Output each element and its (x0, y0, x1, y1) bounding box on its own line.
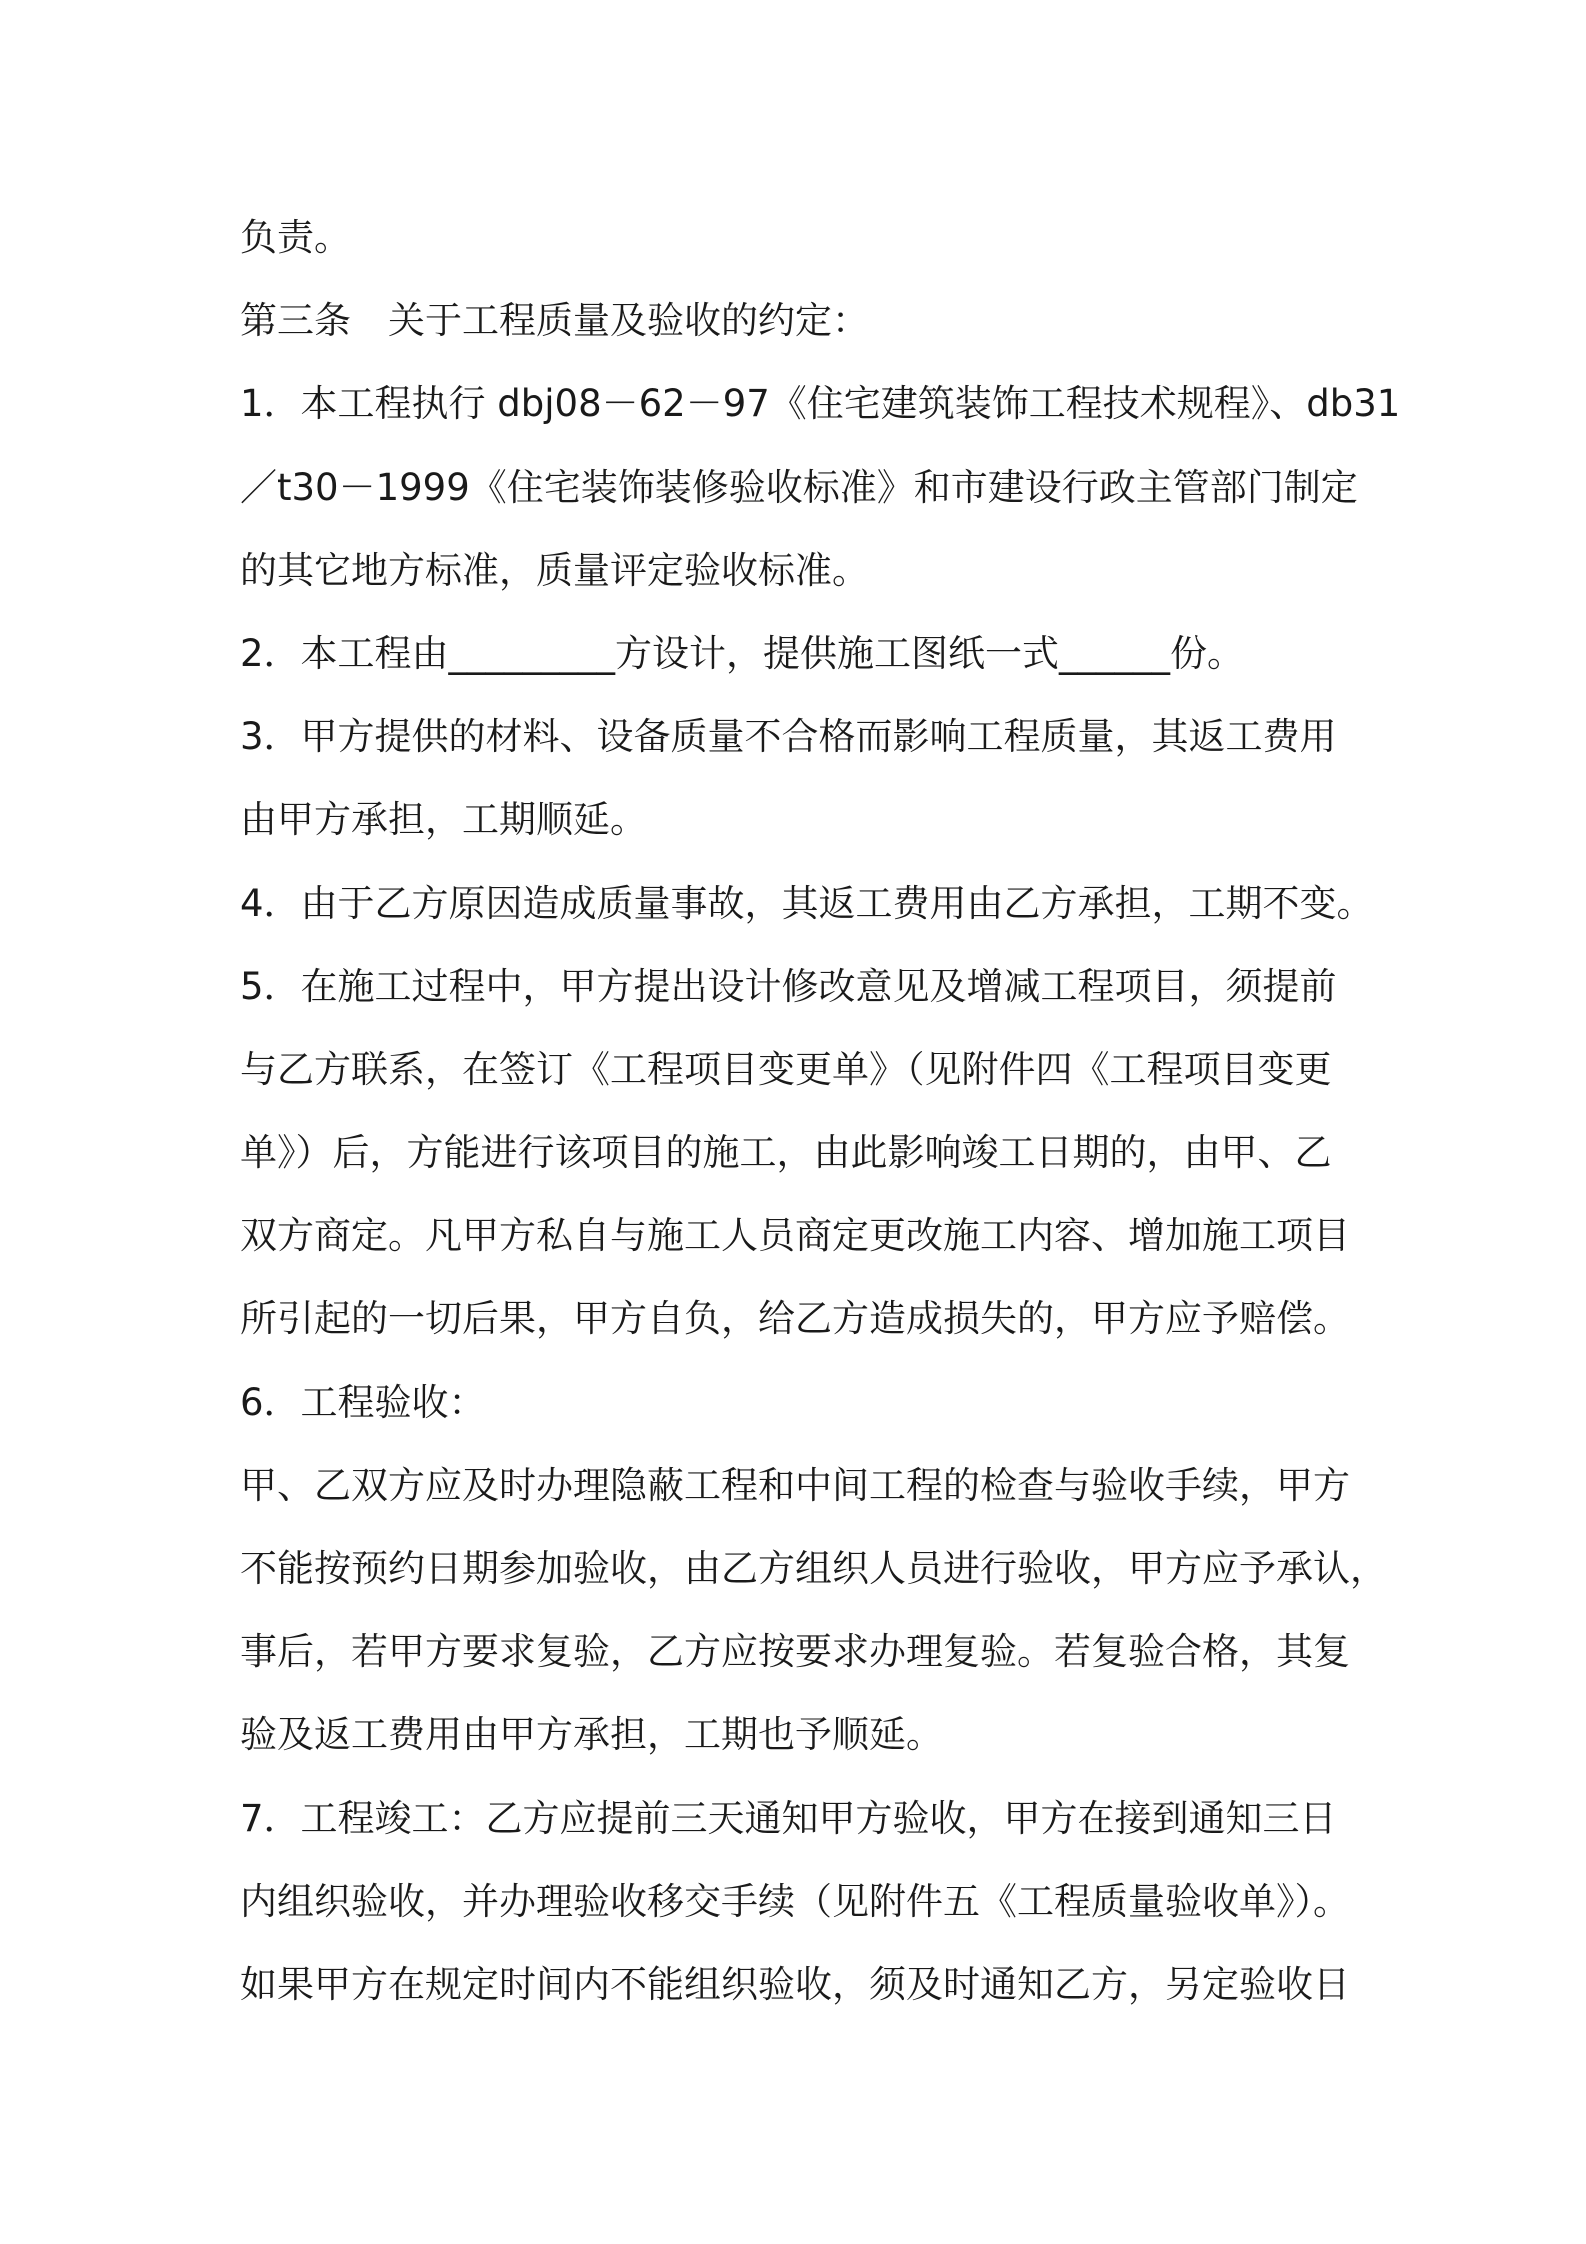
clause-6-line-1: 甲、乙双方应及时办理隐蔽工程和中间工程的检查与验收手续，甲方 (240, 1463, 1350, 1507)
clause-5-line-5: 所引起的一切后果，甲方自负，给乙方造成损失的，甲方应予赔偿。 (240, 1297, 1350, 1341)
clause-6-line-2: 不能按预约日期参加验收，由乙方组织人员进行验收，甲方应予承认， (240, 1547, 1387, 1590)
clause-7-line-3: 如果甲方在规定时间内不能组织验收，须及时通知乙方，另定验收日 (240, 1962, 1350, 2006)
clause-7-line-2: 内组织验收，并办理验收移交手续（见附件五《工程质量验收单》）。 (240, 1879, 1350, 1923)
clause-7-line-1: 7．工程竣工：乙方应提前三天通知甲方验收，甲方在接到通知三日 (240, 1796, 1337, 1840)
clause-4-line-1: 4．由于乙方原因造成质量事故，其返工费用由乙方承担，工期不变。 (240, 881, 1374, 925)
text-line-continuation: 负责。 (240, 216, 351, 259)
clause-6-line-4: 验及返工费用由甲方承担，工期也予顺延。 (240, 1713, 943, 1757)
clause-3-line-2: 由甲方承担，工期顺延。 (240, 798, 647, 842)
clause-5-line-1: 5．在施工过程中，甲方提出设计修改意见及增减工程项目，须提前 (240, 964, 1337, 1008)
clause-2-line-1: 2．本工程由_________方设计，提供施工图纸一式______份。 (240, 631, 1245, 675)
article-3-heading: 第三条 关于工程质量及验收的约定： (240, 299, 869, 343)
clause-1-line-2: ／t30－1999《住宅装饰装修验收标准》和市建设行政主管部门制定 (240, 465, 1358, 509)
document-body (240, 196, 1401, 2026)
clause-3-line-1: 3．甲方提供的材料、设备质量不合格而影响工程质量，其返工费用 (240, 715, 1337, 759)
clause-6-heading: 6．工程验收： (240, 1380, 486, 1424)
clause-1-line-3: 的其它地方标准，质量评定验收标准。 (240, 548, 869, 592)
clause-5-line-3: 单》）后，方能进行该项目的施工，由此影响竣工日期的，由甲、乙 (240, 1131, 1332, 1175)
clause-1-line-1: 1．本工程执行 dbj08－62－97《住宅建筑装饰工程技术规程》、db31 (240, 382, 1401, 426)
clause-5-line-2: 与乙方联系，在签订《工程项目变更单》（见附件四《工程项目变更 (240, 1047, 1332, 1091)
clause-6-line-3: 事后，若甲方要求复验，乙方应按要求办理复验。若复验合格，其复 (240, 1630, 1350, 1674)
clause-5-line-4: 双方商定。凡甲方私自与施工人员商定更改施工内容、增加施工项目 (240, 1214, 1350, 1258)
